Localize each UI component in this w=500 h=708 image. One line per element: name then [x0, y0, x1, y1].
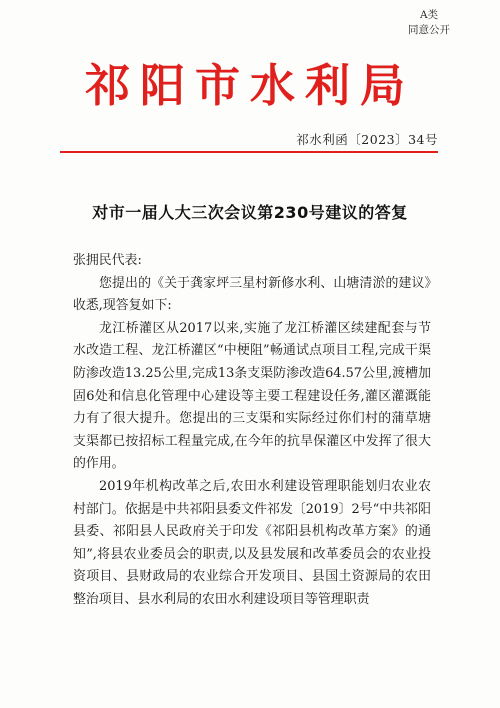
classification-level: A类: [419, 9, 439, 21]
classification-mark: [408, 8, 450, 38]
document-body: [73, 250, 431, 612]
disclosure-status: 同意公开: [408, 24, 450, 36]
document-number: 祁水利函〔2023〕34号: [296, 132, 438, 147]
salutation: 张拥民代表:: [73, 253, 142, 268]
paragraph: 您提出的《关于龚家坪三星村新修水利、山塘清淤的建议》收悉,现答复如下:: [73, 275, 431, 314]
paragraph: 2019年机构改革之后,农田水利建设管理职能划归农业农村部门。依据是中共祁阳县委文件祁发〔2019〕2号“中共祁阳县委、祁阳县人民政府关于印发《祁阳县机构改革方案》的通知”,将县农业委员会的职责,以及县发展和改革委员会的农业投资项目、县财政局的农业综合开发项目、县国土资源局的农田整治项目、县水利局的农田水利建设项目等管理职责: [73, 478, 431, 607]
document-title: 对市一届人大三次会议第230号建议的答复: [92, 203, 408, 222]
paragraph: 龙江桥灌区从2017以来,实施了龙江桥灌区续建配套与节水改造工程、龙江桥灌区“中梗阻”畅通试点项目工程,完成干渠防渗改造13.25公里,完成13条支渠防渗改造64.57公里,渡槽加固6处和信息化管理中心建设等主要工程建设任务,灌区灌溉能力有了很大提升。您提出的三支渠和实际经过你们村的蒲草塘支渠都已按招标工程量完成,在今年的抗旱保灌区中发挥了很大的作用。: [73, 320, 431, 472]
letterhead-agency: 祁阳市水利局: [84, 59, 415, 112]
letterhead-rule: [60, 151, 438, 153]
